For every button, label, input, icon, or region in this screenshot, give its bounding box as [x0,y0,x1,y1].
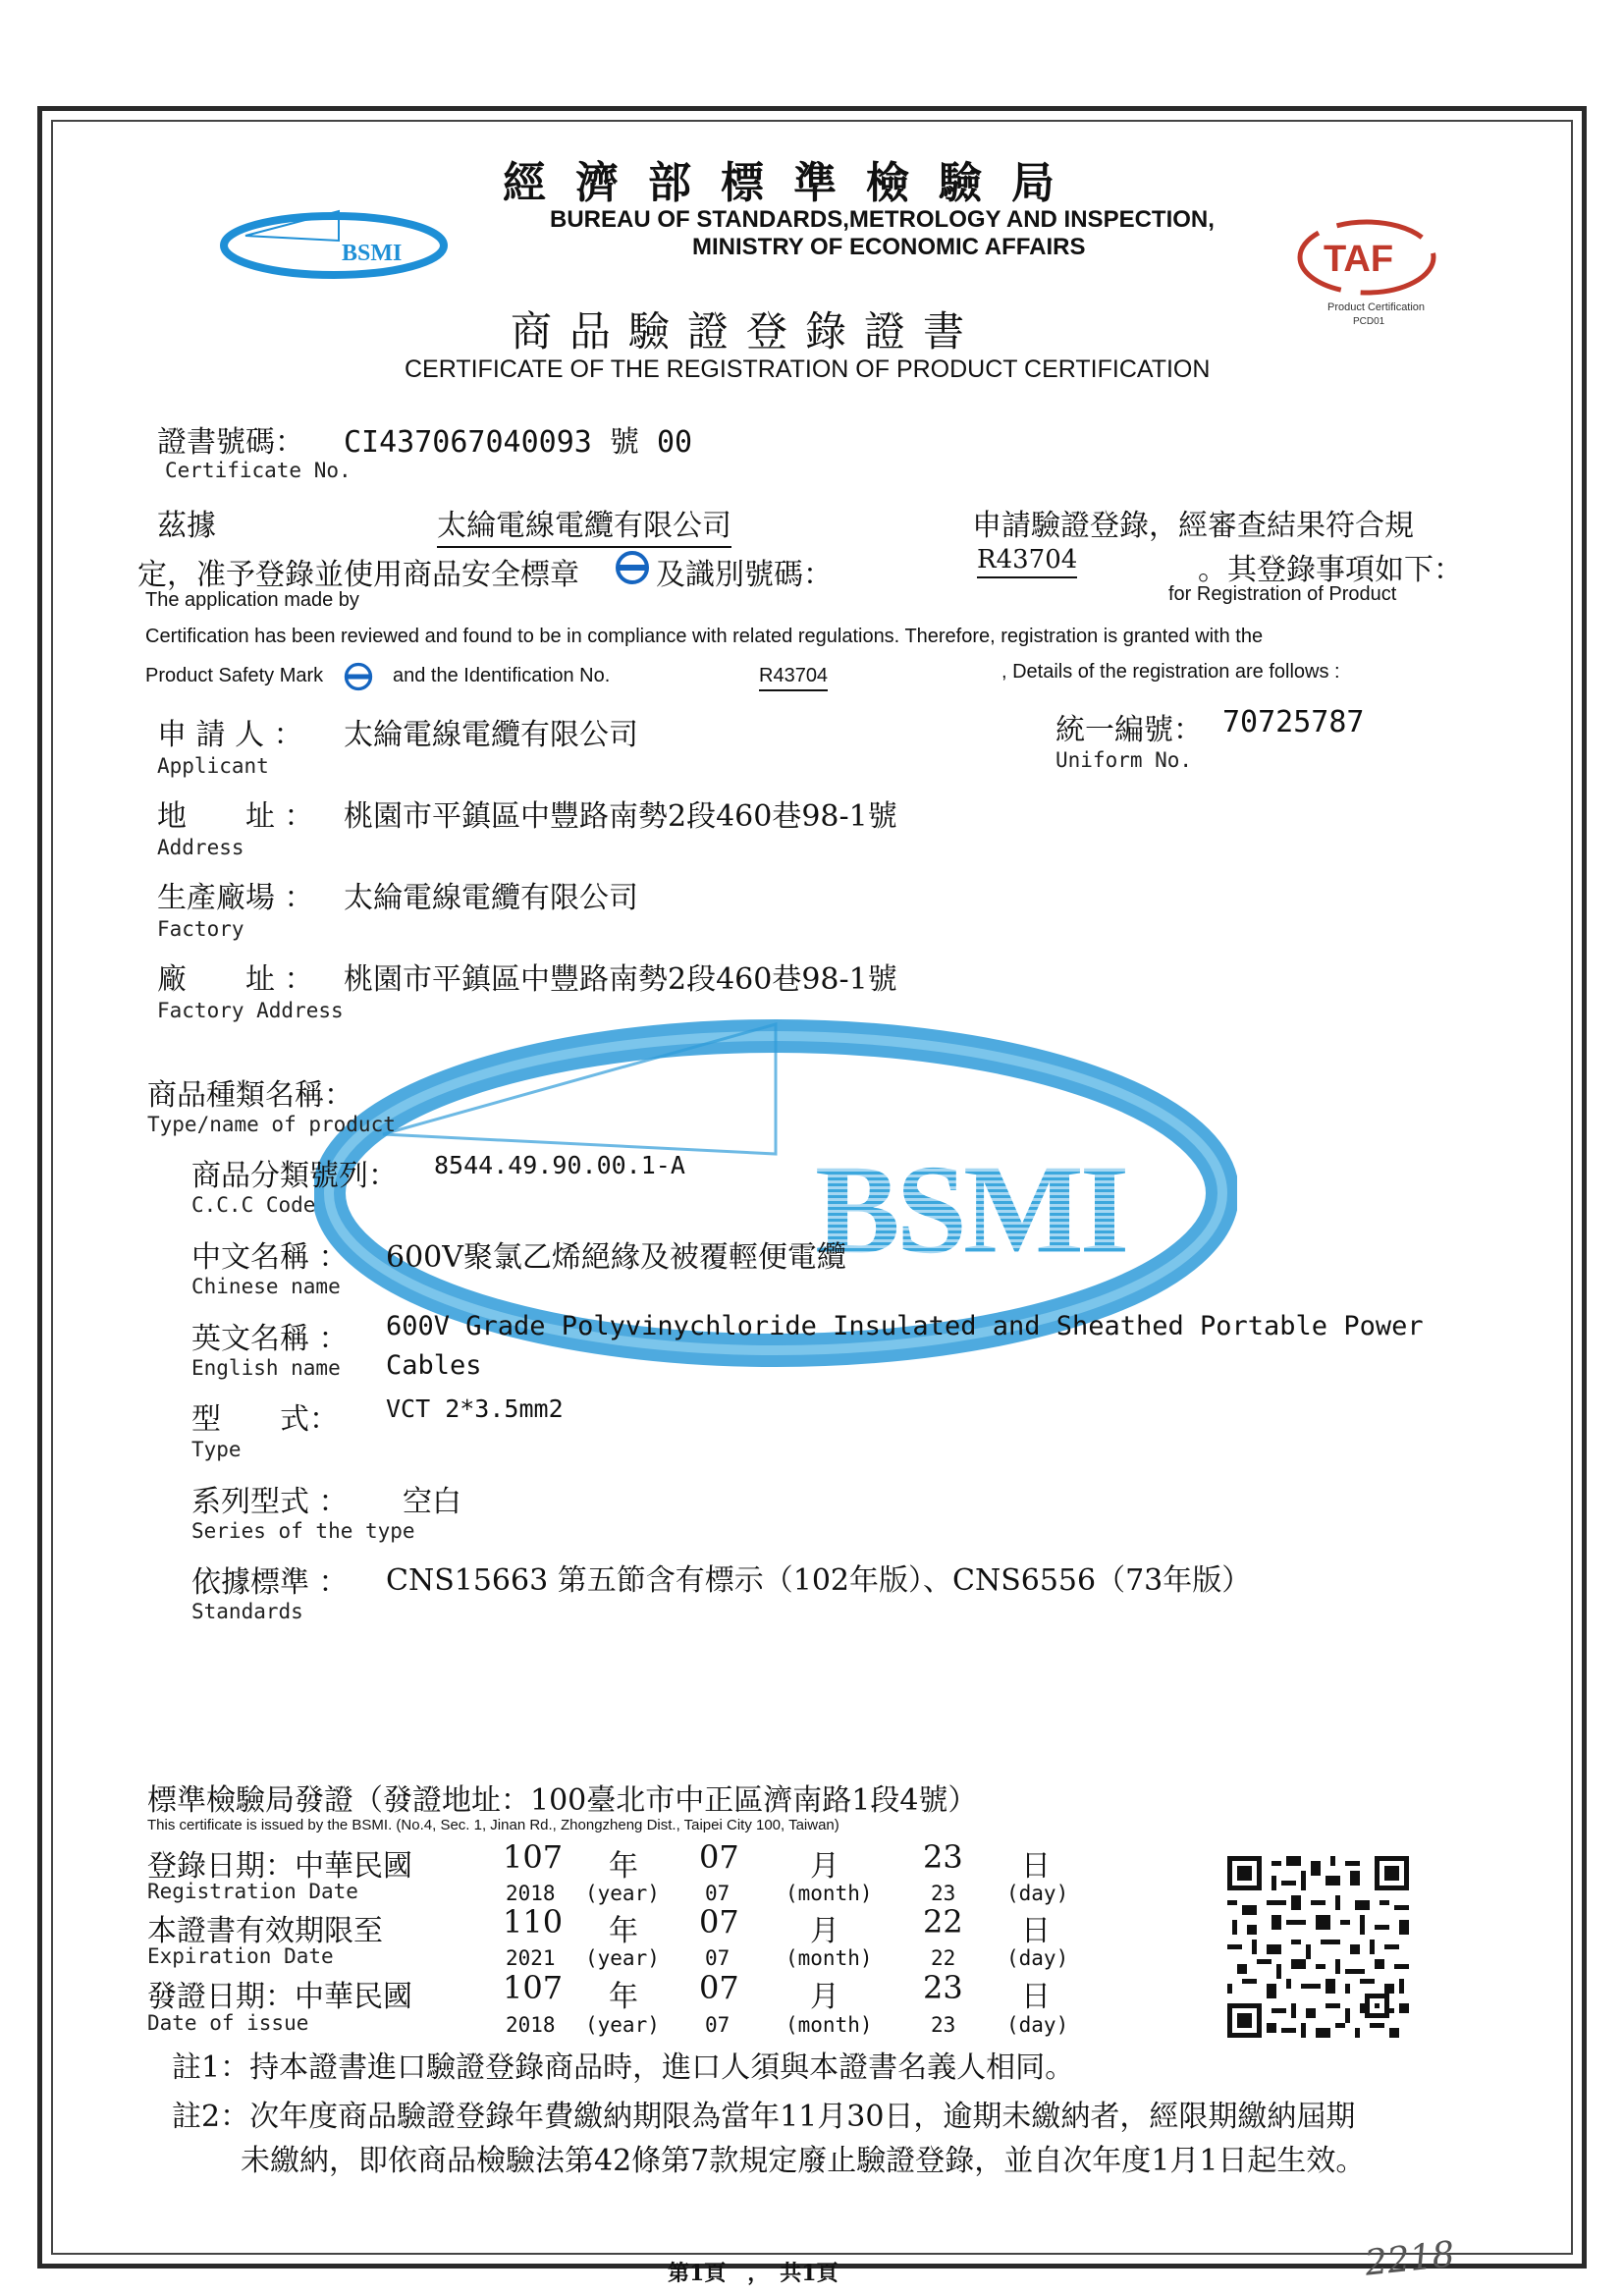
intro-line1-b: 申請驗證登錄，經審查結果符合規 [972,509,1414,543]
cert-no-label-zh: 證書號碼： [157,425,304,460]
reg-year-en: 2018 [506,1882,556,1905]
exp-day-en: 22 [931,1946,956,1970]
note-1: 註1：持本證書進口驗證登錄商品時，進口人須與本證書名義人相同。 [172,2050,1075,2085]
intro-line2-b: 及識別號碼： [656,558,833,592]
reg-date-label-zh: 登錄日期：中華民國 [147,1849,412,1884]
reg-year-unit: 年 [609,1849,638,1884]
issue-date-label-en: Date of issue [147,2011,309,2035]
reg-month-en-unit: (month) [785,1882,873,1905]
en-name-value-2: Cables [386,1350,482,1381]
issue-date-label-zh: 發證日期：中華民國 [147,1980,412,2014]
reg-year: 107 [503,1838,564,1876]
svg-text:BSMI: BSMI [815,1139,1126,1281]
intro-en-1: The application made by [145,589,359,611]
issue-day-en: 23 [931,2013,956,2037]
type-label-en: Type [191,1438,242,1461]
address-label-zh: 地 址 ： [157,799,314,834]
issue-month-en-unit: (month) [785,2013,873,2037]
address-label-en: Address [157,836,244,859]
reg-day-en-unit: (day) [1006,1882,1069,1905]
intro-id-no: R43704 [977,545,1077,578]
reg-day-unit: 日 [1021,1849,1051,1884]
standards-label-en: Standards [191,1600,303,1623]
exp-year: 110 [503,1903,564,1941]
factory-address-label-en: Factory Address [157,999,344,1022]
reg-date-label-en: Registration Date [147,1880,358,1903]
issue-year: 107 [503,1969,564,2006]
cn-name-value: 600V聚氯乙烯絕緣及被覆輕便電纜 [386,1240,846,1275]
type-label-zh: 型 式： [191,1402,339,1437]
bureau-name-en-2: MINISTRY OF ECONOMIC AFFAIRS [692,234,1086,260]
cert-title-zh: 商品驗證登錄證書 [511,307,983,355]
bsmi-logo [216,201,452,290]
page-number: 第1頁 ， 共1頁 [668,2261,839,2286]
intro-line2-a: 定，准予登錄並使用商品安全標章 [137,558,579,592]
en-name-value-1: 600V Grade Polyvinychloride Insulated and Sheathed Portable Power [386,1311,1424,1341]
safety-mark-icon [615,550,650,585]
issue-year-en-unit: (year) [585,2013,660,2037]
exp-year-en: 2021 [506,1946,556,1970]
exp-day-unit: 日 [1021,1914,1051,1948]
ccc-value: 8544.49.90.00.1-A [434,1151,685,1179]
standards-value: CNS15663 第五節含有標示（102年版）、CNS6556（73年版） [386,1563,1252,1598]
exp-year-en-unit: (year) [585,1946,660,1970]
reg-month-unit: 月 [810,1849,839,1884]
reg-year-en-unit: (year) [585,1882,660,1905]
factory-label-en: Factory [157,917,244,941]
note-2-line-1: 註2：次年度商品驗證登錄年費繳納期限為當年11月30日，逾期未繳納者，經限期繳納屆期 [172,2100,1356,2134]
factory-value: 太綸電線電纜有限公司 [344,881,638,915]
bsmi-logo-text: BSMI [342,241,403,266]
safety-mark-icon-small [344,662,373,691]
issue-month: 07 [699,1969,739,2006]
issuer-en: This certificate is issued by the BSMI. (No.4, Sec. 1, Jinan Rd., Zhongzheng Dist., Taipei City 100, Taiwan) [147,1817,839,1833]
exp-day-en-unit: (day) [1006,1946,1069,1970]
intro-company: 太綸電線電纜有限公司 [437,501,731,548]
reg-day: 23 [923,1838,963,1876]
taf-caption-1: Product Certification [1327,301,1426,313]
cert-no-value: CI437067040093 號 00 [344,425,693,460]
intro-en-4b: and the Identification No. [393,665,611,686]
issue-year-en: 2018 [506,2013,556,2037]
exp-month-en: 07 [705,1946,730,1970]
exp-month-unit: 月 [810,1914,839,1948]
ccc-label-zh: 商品分類號列： [191,1159,398,1193]
intro-en-4a: Product Safety Mark [145,665,324,686]
en-name-label-en: English name [191,1356,341,1380]
factory-address-label-zh: 廠 址 ： [157,962,314,997]
handwritten-mark: 2218 [1363,2234,1457,2284]
intro-line2-c: 。其登錄事項如下： [1198,553,1463,587]
taf-logo [1288,216,1445,334]
bureau-name-en-1: BUREAU OF STANDARDS,METROLOGY AND INSPECTION, [550,206,1215,233]
series-label-zh: 系列型式 ： [191,1485,349,1519]
exp-date-label-en: Expiration Date [147,1944,334,1968]
exp-date-label-zh: 本證書有效期限至 [147,1914,383,1948]
applicant-value: 太綸電線電纜有限公司 [344,718,638,752]
uniform-value: 70725787 [1222,705,1365,739]
issue-day-unit: 日 [1021,1980,1051,2014]
cert-title-en: CERTIFICATE OF THE REGISTRATION OF PRODUCT CERTIFICATION [405,355,1211,383]
issue-day-en-unit: (day) [1006,2013,1069,2037]
intro-en-2: for Registration of Product [1168,583,1397,605]
series-label-en: Series of the type [191,1519,415,1543]
reg-month: 07 [699,1838,739,1876]
cert-no-label-en: Certificate No. [165,459,352,482]
issue-day: 23 [923,1969,963,2006]
reg-month-en: 07 [705,1882,730,1905]
exp-day: 22 [923,1903,963,1941]
note-2-line-2: 未繳納，即依商品檢驗法第42條第7款規定廢止驗證登錄，並自次年度1月1日起生效。 [241,2144,1366,2178]
standards-label-zh: 依據標準 ： [191,1565,349,1600]
qr-code [1227,1856,1409,2038]
issue-month-en: 07 [705,2013,730,2037]
issuer-zh: 標準檢驗局發證（發證地址：100臺北市中正區濟南路1段4號） [147,1783,978,1818]
exp-month-en-unit: (month) [785,1946,873,1970]
uniform-label-en: Uniform No. [1055,748,1193,772]
issue-month-unit: 月 [810,1980,839,2014]
uniform-label-zh: 統一編號： [1055,713,1203,747]
reg-day-en: 23 [931,1882,956,1905]
taf-caption-2: PCD01 [1353,316,1385,327]
intro-en-3: Certification has been reviewed and found to be in compliance with related regulations. Therefore, registration is granted with the [145,626,1264,647]
factory-address-value: 桃園市平鎮區中豐路南勢2段460巷98-1號 [344,962,897,997]
intro-en-4c: R43704 [759,665,828,691]
address-value: 桃園市平鎮區中豐路南勢2段460巷98-1號 [344,799,897,834]
bureau-name-zh: 經濟部標準檢驗局 [503,158,1084,208]
exp-month: 07 [699,1903,739,1941]
factory-label-zh: 生產廠場 ： [157,881,314,915]
issue-year-unit: 年 [609,1980,638,2014]
applicant-label-en: Applicant [157,754,269,778]
intro-en-4d: , Details of the registration are follows : [1001,661,1340,683]
type-value: VCT 2*3.5mm2 [386,1394,564,1423]
en-name-label-zh: 英文名稱 ： [191,1322,349,1356]
product-type-label-zh: 商品種類名稱： [147,1078,353,1113]
series-value: 空白 [403,1485,461,1519]
ccc-label-en: C.C.C Code [191,1193,316,1217]
taf-logo-text: TAF [1324,239,1394,280]
cn-name-label-zh: 中文名稱 ： [191,1240,349,1275]
cn-name-label-en: Chinese name [191,1275,341,1298]
intro-line1-a: 茲據 [157,509,216,543]
applicant-label-zh: 申 請 人 ： [157,718,303,752]
product-type-label-en: Type/name of product [147,1113,396,1136]
exp-year-unit: 年 [609,1914,638,1948]
